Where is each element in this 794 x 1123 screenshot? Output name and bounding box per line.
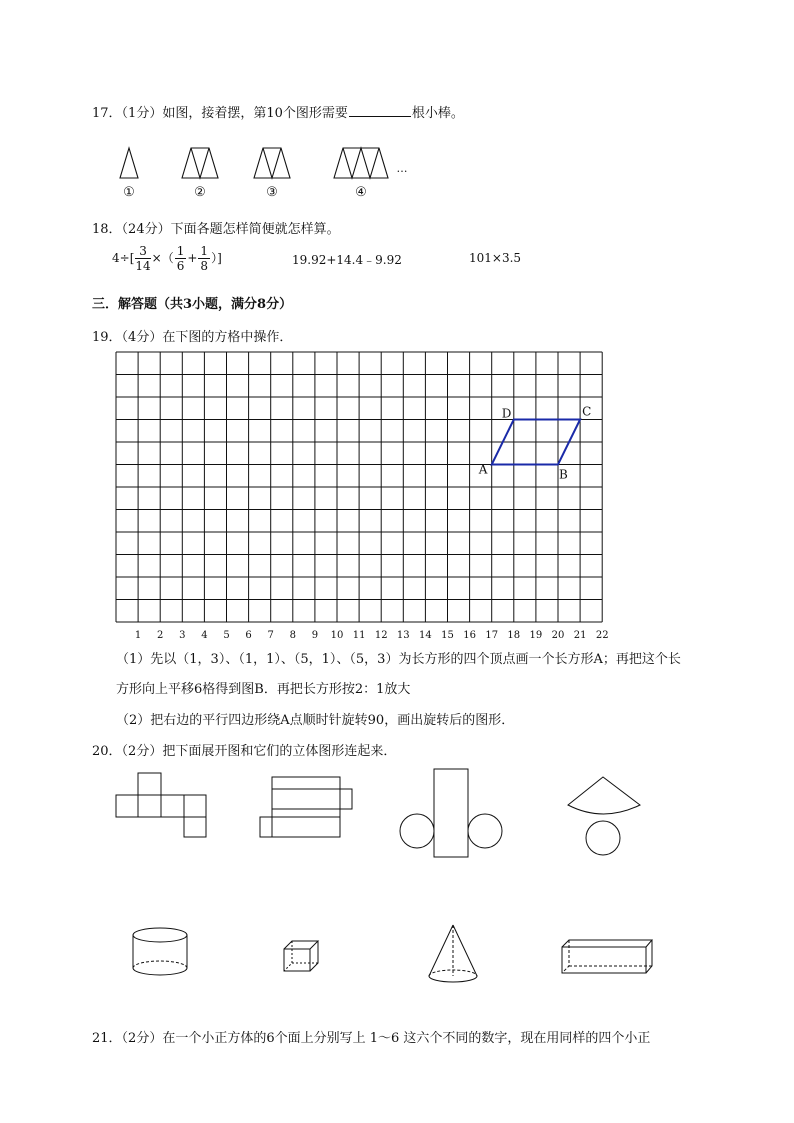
figure-ellipsis: … <box>396 162 408 175</box>
q17-question <box>92 102 464 121</box>
axis-label: 8 <box>289 630 296 641</box>
cuboid-solid[interactable] <box>562 940 652 973</box>
axis-label: 9 <box>311 630 319 641</box>
cylinder-net[interactable] <box>400 769 502 857</box>
figure-4-label: ④ <box>355 185 367 200</box>
expr1-prefix: 4÷[ <box>112 251 135 265</box>
q17-text: 17．（1分）如图，接着摆，第10个图形需要 <box>92 106 348 121</box>
axis-label: 22 <box>595 630 609 641</box>
axis-label: 3 <box>179 630 186 641</box>
fraction-denominator: 14 <box>135 259 151 273</box>
q18-question <box>92 218 340 237</box>
section-3-title: 三．解答题（共3小题，满分8分） <box>92 297 293 312</box>
q19-question: 19．（4分）在下图的方格中操作． <box>92 330 293 345</box>
figure-2-triangles <box>182 148 218 178</box>
q18-expression-3: 101×3.5 <box>469 251 522 265</box>
point-label-b: B <box>559 467 568 482</box>
point-label-a: A <box>478 462 488 477</box>
fraction-denominator: 6 <box>176 259 185 273</box>
axis-label: 10 <box>330 630 344 641</box>
q17-answer-blank[interactable] <box>349 104 411 117</box>
axis-label: 18 <box>507 630 521 641</box>
figure-3-label: ③ <box>266 185 278 200</box>
axis-label: 16 <box>463 630 476 641</box>
q17-text-end: 根小棒。 <box>411 106 464 121</box>
cone-net[interactable] <box>568 777 640 855</box>
axis-label: 6 <box>245 630 252 641</box>
q20-question: 20．（2分）把下面展开图和它们的立体图形连起来． <box>92 744 397 759</box>
axis-label: 20 <box>551 630 565 641</box>
axis-label: 12 <box>374 630 388 641</box>
q18-text: 18．（24分）下面各题怎样简便就怎样算。 <box>92 222 340 237</box>
q19-part1-line2: 方形向上平移6格得到图B．再把长方形按2：1放大 <box>116 682 411 697</box>
q19-part1-line1: （1）先以（1，3）、（1，1）、（5，1）、（5，3）为长方形的四个顶点画一个长方形A；再把这个长 <box>116 652 681 667</box>
q18-expression-2: 19.92+14.4﹣9.92 <box>292 253 402 267</box>
fraction-numerator: 1 <box>176 244 185 258</box>
axis-label: 5 <box>223 630 230 641</box>
expr1-plus: + <box>187 251 198 265</box>
point-label-d: D <box>501 406 512 421</box>
q19-grid[interactable] <box>110 346 610 642</box>
figure-3-triangles <box>254 148 290 178</box>
figure-2-label: ② <box>194 185 206 200</box>
q21-question: 21．（2分）在一个小正方体的6个面上分别写上 1～6 这六个不同的数字，现在用同样的四个小正 <box>92 1031 651 1046</box>
fraction-numerator: 1 <box>200 244 209 258</box>
fraction-denominator: 8 <box>200 259 209 273</box>
axis-label: 11 <box>352 630 366 641</box>
fraction-3-14 <box>135 244 150 273</box>
fraction-numerator: 3 <box>135 244 150 259</box>
axis-label: 19 <box>529 630 543 641</box>
q17-triangle-figures <box>110 140 420 202</box>
axis-label: 4 <box>201 630 208 641</box>
point-label-c: C <box>582 404 592 419</box>
cone-solid[interactable] <box>429 925 477 982</box>
axis-label: 13 <box>396 630 410 641</box>
fraction-1-8 <box>198 244 210 273</box>
cylinder-solid[interactable] <box>133 928 187 975</box>
expr1-suffix: ）] <box>211 251 222 265</box>
axis-label: 7 <box>267 630 274 641</box>
axis-label: 17 <box>485 630 499 641</box>
cube-net[interactable] <box>116 773 206 837</box>
axis-label: 14 <box>419 630 432 641</box>
q20-nets-and-solids <box>100 765 700 990</box>
figure-4-triangles <box>334 148 388 178</box>
q18-expression-1 <box>112 244 222 273</box>
axis-label: 15 <box>441 630 454 641</box>
fraction-1-6 <box>175 244 187 273</box>
cuboid-net[interactable] <box>260 777 352 837</box>
axis-label: 1 <box>134 630 142 641</box>
axis-label: 21 <box>573 630 587 641</box>
axis-label: 2 <box>157 630 164 641</box>
cube-solid[interactable] <box>284 941 318 971</box>
figure-1-label: ① <box>123 185 135 200</box>
expr1-times: ×（ <box>151 251 174 265</box>
figure-1-triangles <box>120 148 138 178</box>
q19-part2: （2）把右边的平行四边形绕A点顺时针旋转90，画出旋转后的图形． <box>116 713 515 728</box>
